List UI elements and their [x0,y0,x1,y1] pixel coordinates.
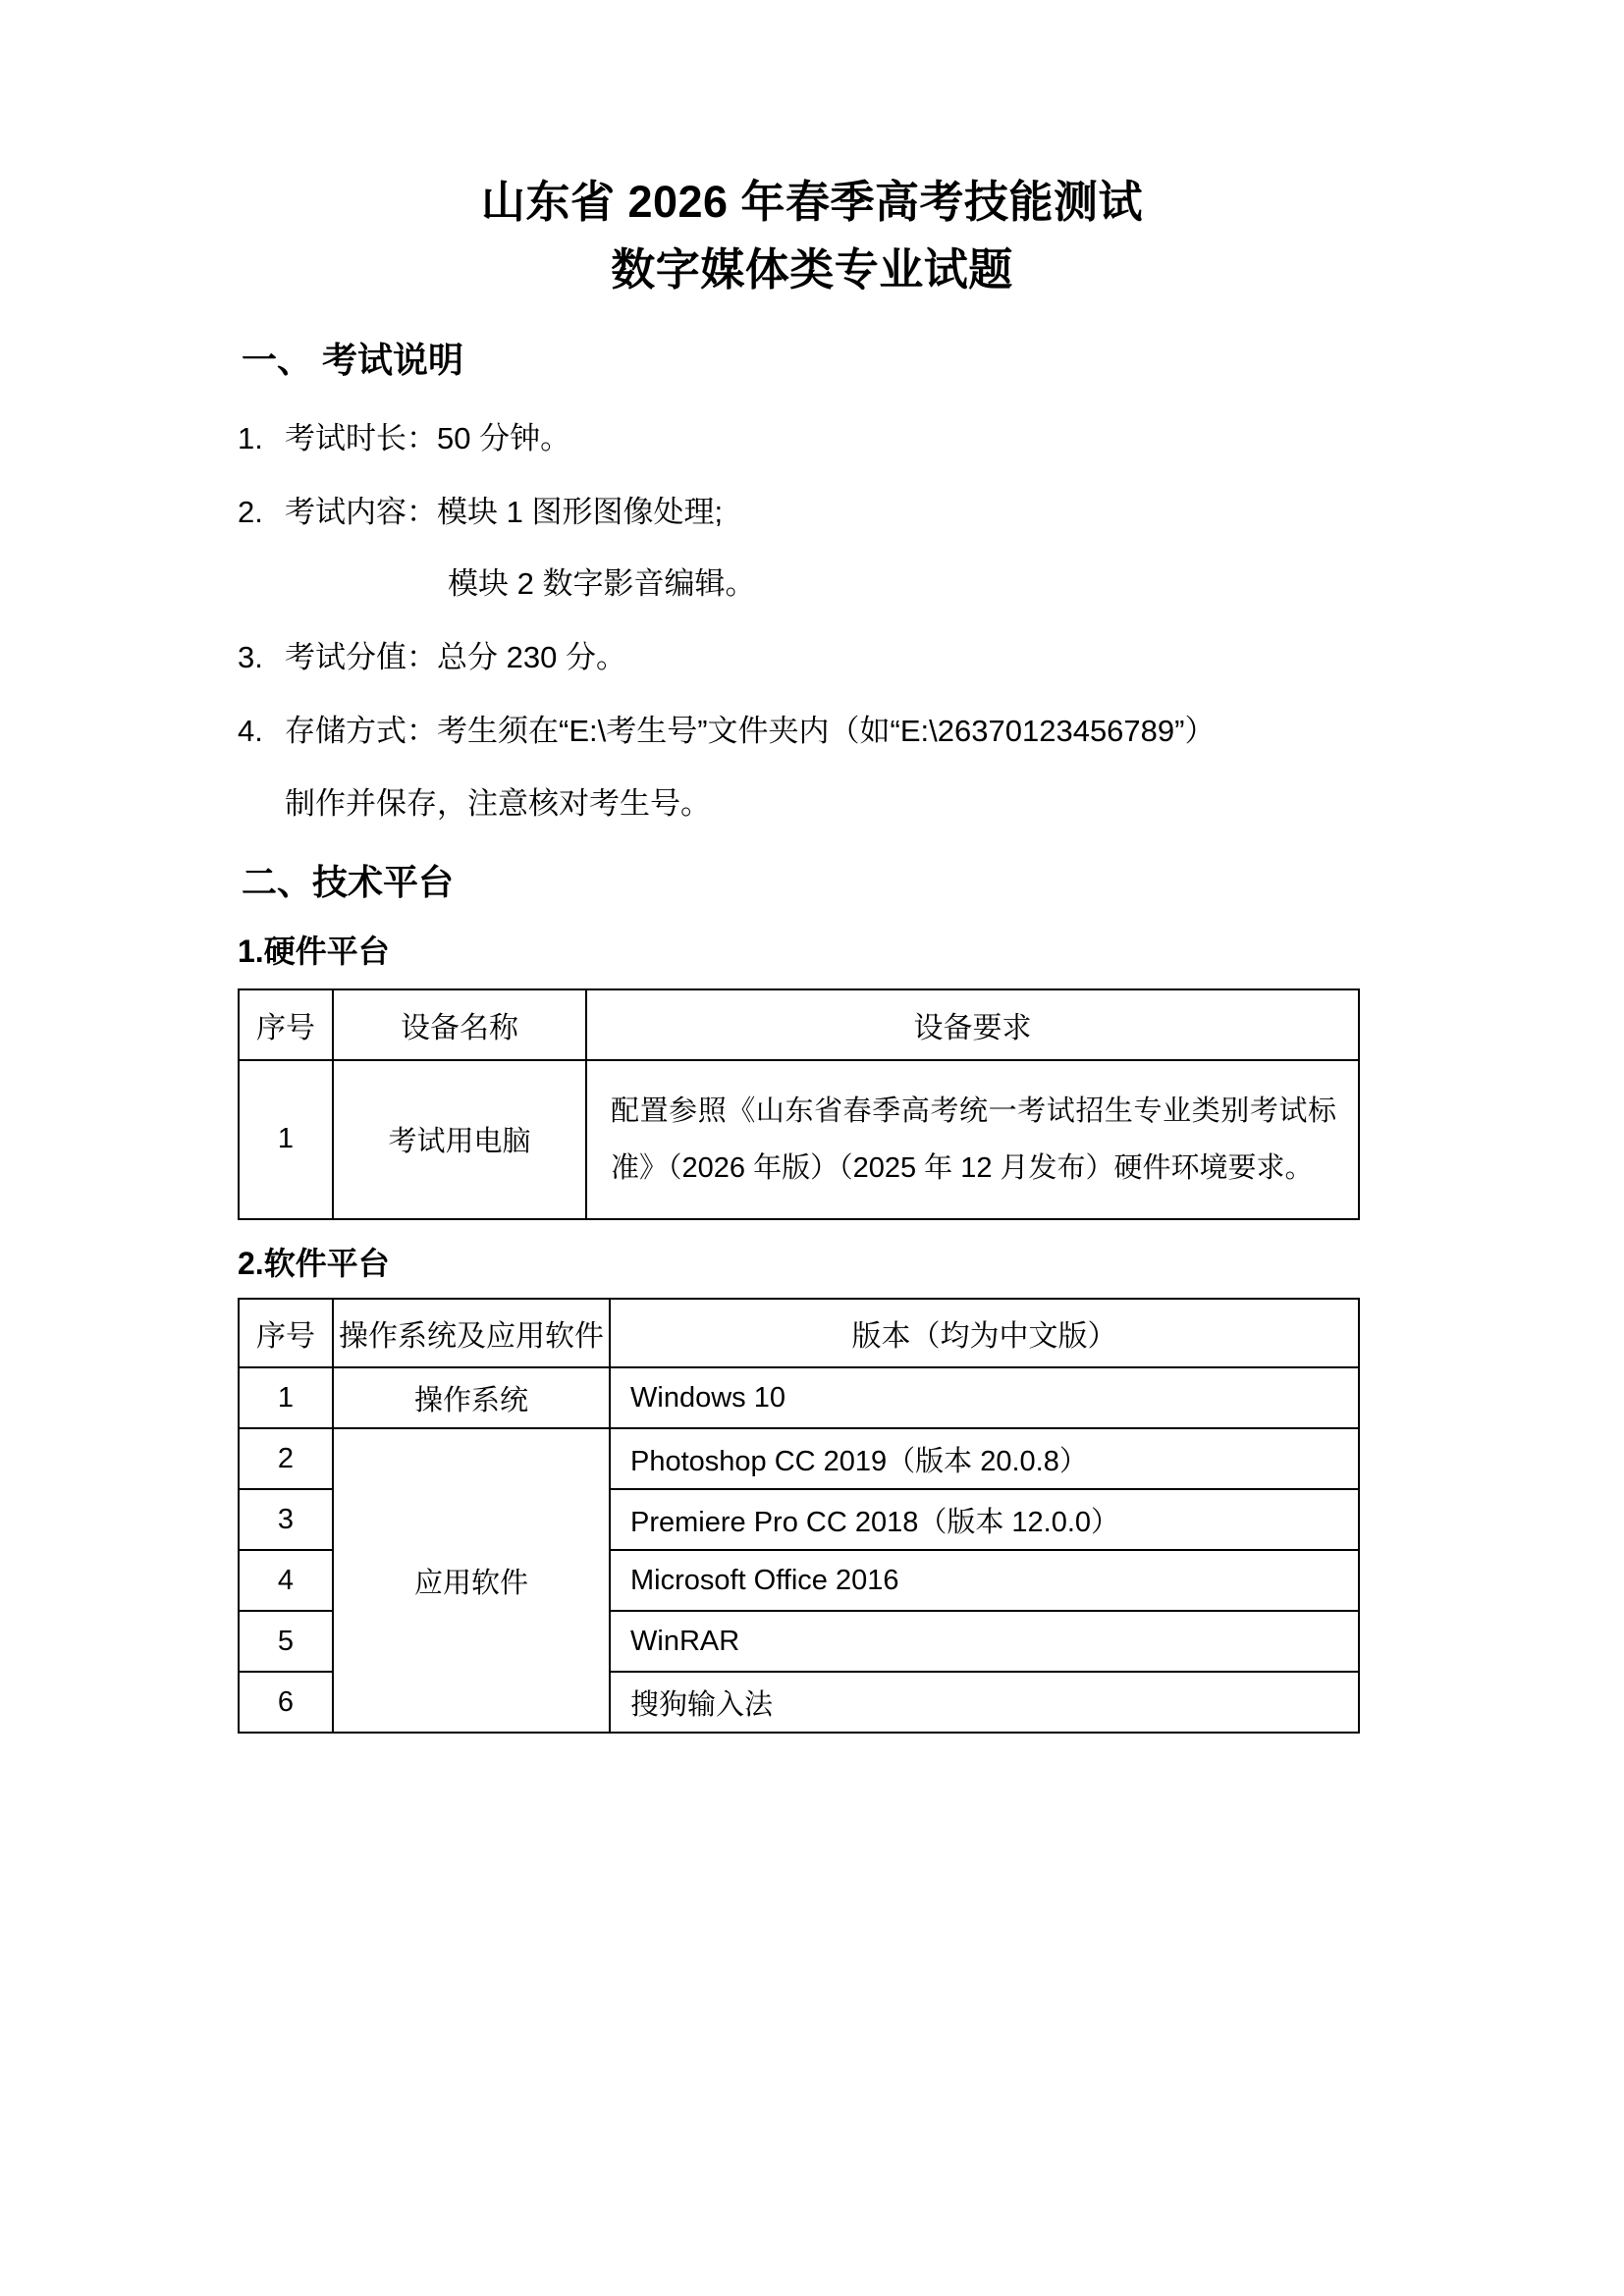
list-item-number: 3. [238,639,263,674]
hardware-platform-table [238,988,1360,1220]
cell-category: 操作系统 [333,1367,610,1428]
list-item [224,417,1400,461]
list-item-text: 考试时长：50 分钟。 [285,420,571,455]
list-item [224,636,1400,680]
cell-version: Windows 10 [610,1367,1359,1428]
column-header-device-name: 设备名称 [333,989,586,1060]
software-platform-table [238,1298,1360,1734]
cell-version: Microsoft Office 2016 [610,1550,1359,1611]
section-heading-technical-platform: 二、技术平台 [242,862,455,903]
list-item [224,710,1400,754]
table-row [239,1060,1359,1219]
cell-index: 4 [239,1550,333,1611]
column-header-index: 序号 [239,1299,333,1367]
cell-index: 3 [239,1489,333,1550]
subheading-hardware-platform: 1.硬件平台 [238,934,390,970]
table-row [239,1367,1359,1428]
cell-device-name: 考试用电脑 [333,1060,586,1219]
list-item-text: 考试分值：总分 230 分。 [285,639,626,674]
cell-index: 2 [239,1428,333,1489]
cell-index: 1 [239,1367,333,1428]
list-item-continuation: 制作并保存，注意核对考生号。 [285,786,711,822]
cell-version: WinRAR [610,1611,1359,1672]
document-title-line-2: 数字媒体类专业试题 [611,243,1013,294]
list-item-text: 存储方式：考生须在“E:\考生号”文件夹内（如“E:\26370123456789”） [285,713,1216,748]
cell-index: 6 [239,1672,333,1733]
cell-category: 应用软件 [333,1428,610,1733]
section-heading-exam-instructions: 一、 考试说明 [242,340,464,380]
cell-version: Premiere Pro CC 2018（版本 12.0.0） [610,1489,1359,1550]
list-item-number: 4. [238,713,263,748]
cell-index: 5 [239,1611,333,1672]
table-header-row [239,1299,1359,1367]
list-item [224,491,1400,535]
column-header-device-requirement: 设备要求 [586,989,1359,1060]
cell-version: Photoshop CC 2019（版本 20.0.8） [610,1428,1359,1489]
column-header-version: 版本（均为中文版） [610,1299,1359,1367]
document-title-line-1: 山东省 2026 年春季高考技能测试 [480,177,1144,227]
column-header-os-and-software: 操作系统及应用软件 [333,1299,610,1367]
subheading-software-platform: 2.软件平台 [238,1245,390,1281]
list-item-number: 1. [238,420,263,455]
list-item-continuation: 模块 2 数字影音编辑。 [448,565,756,601]
table-row [239,1428,1359,1489]
column-header-index: 序号 [239,989,333,1060]
cell-device-requirement: 配置参照《山东省春季高考统一考试招生专业类别考试标准》（2026 年版）（2025 年 12 月发布）硬件环境要求。 [586,1060,1359,1219]
cell-index: 1 [239,1060,333,1219]
cell-version: 搜狗输入法 [610,1672,1359,1733]
list-item-text: 考试内容：模块 1 图形图像处理; [285,494,724,529]
exam-instructions-list [224,417,1400,828]
table-header-row [239,989,1359,1060]
list-item-number: 2. [238,494,263,529]
